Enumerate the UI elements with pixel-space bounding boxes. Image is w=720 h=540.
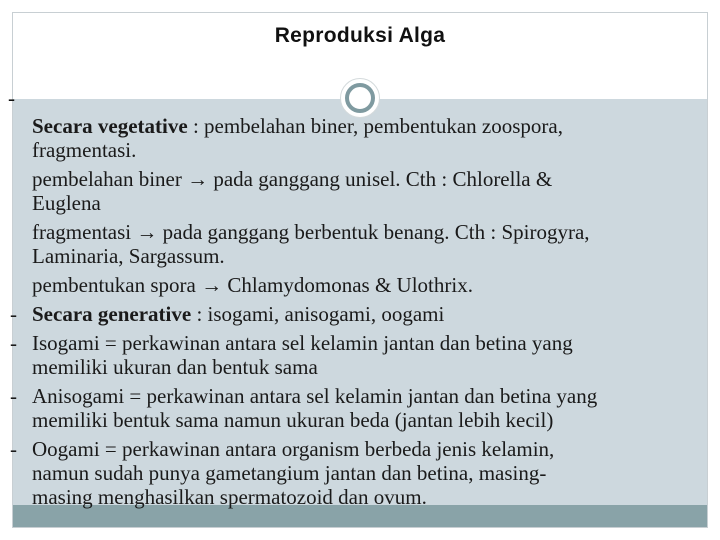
stray-bullet-dash: - bbox=[8, 86, 15, 110]
item-line bbox=[30, 114, 716, 138]
item-line: pembentukan spora → Chlamydomonas & Ulothrix. bbox=[32, 273, 473, 297]
bullet-marker: - bbox=[10, 302, 17, 326]
item-line: Laminaria, Sargassum. bbox=[32, 244, 225, 268]
bullet-marker: - bbox=[10, 384, 17, 408]
item-line: Anisogami = perkawinan antara sel kelamin jantan dan betina yang bbox=[32, 384, 598, 408]
list-item bbox=[10, 273, 716, 297]
item-line: fragmentasi → pada ganggang berbentuk benang. Cth : Spirogyra, bbox=[32, 220, 590, 244]
item-text: : isogami, anisogami, oogami bbox=[191, 302, 445, 326]
item-line: fragmentasi. bbox=[32, 138, 137, 162]
item-line: pembelahan biner → pada ganggang unisel. Cth : Chlorella & bbox=[32, 167, 553, 191]
list-item bbox=[10, 437, 716, 509]
bullet-marker: - bbox=[10, 437, 17, 461]
bullet-marker: - bbox=[10, 331, 17, 355]
item-bold-term: Secara vegetative bbox=[32, 114, 188, 138]
slide-title: Reproduksi Alga bbox=[274, 24, 446, 47]
list-item bbox=[10, 114, 716, 162]
item-line: memiliki ukuran dan bentuk sama bbox=[32, 355, 318, 379]
item-bold-term: Secara generative bbox=[32, 302, 192, 326]
circle-ornament-inner bbox=[345, 83, 375, 113]
list-item bbox=[10, 302, 716, 326]
list-item bbox=[10, 167, 716, 215]
item-text: : pembelahan biner, pembentukan zoospora, bbox=[187, 114, 563, 138]
content-text bbox=[10, 114, 716, 509]
item-line: masing menghasilkan spermatozoid dan ovum. bbox=[32, 485, 427, 509]
list-item bbox=[10, 220, 716, 268]
item-line bbox=[30, 302, 716, 326]
list-item bbox=[10, 331, 716, 379]
item-line: namun sudah punya gametangium jantan dan betina, masing- bbox=[32, 461, 547, 485]
item-line: Euglena bbox=[32, 191, 101, 215]
list-item bbox=[10, 384, 716, 432]
item-line: Oogami = perkawinan antara organism berbeda jenis kelamin, bbox=[32, 437, 555, 461]
item-line: memiliki bentuk sama namun ukuran beda (jantan lebih kecil) bbox=[32, 408, 554, 432]
item-line: Isogami = perkawinan antara sel kelamin jantan dan betina yang bbox=[32, 331, 573, 355]
circle-ornament-icon bbox=[340, 78, 380, 118]
